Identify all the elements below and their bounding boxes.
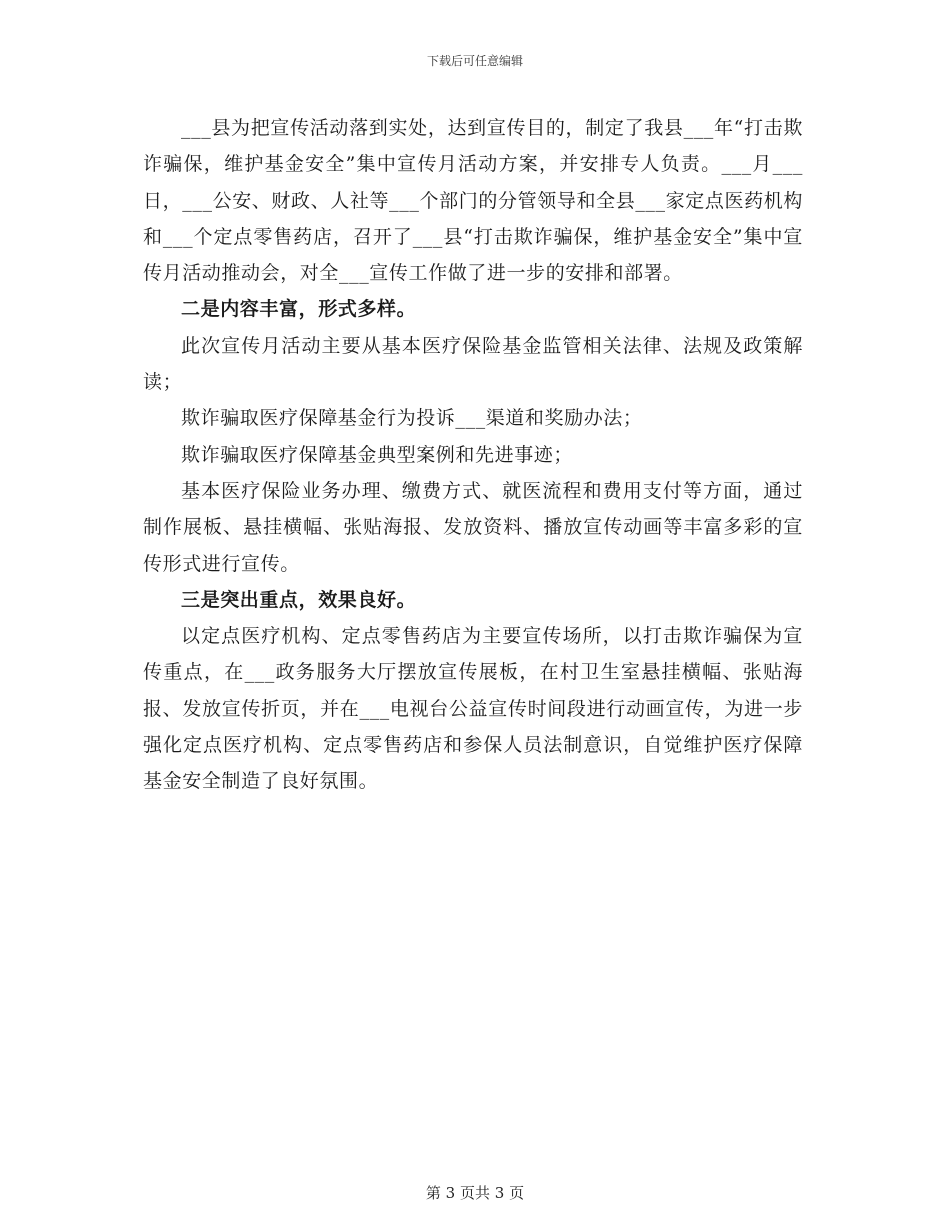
paragraph-venues: 以定点医疗机构、定点零售药店为主要宣传场所，以打击欺诈骗保为宣传重点，在___政务服务大厅摆放宣传展板，在村卫生室悬挂横幅、张贴海报、发放宣传折页，并在___电视台公益宣传时间段进行动画宣传，为进一步强化定点医疗机构、定点零售药店和参保人员法制意识，自觉维护医疗保障基金安全制造了良好氛围。 <box>143 625 803 793</box>
page-header: 下载后可任意编辑 <box>426 54 523 68</box>
section-heading-content: 二是内容丰富，形式多样。 <box>181 298 417 321</box>
paragraph-policy: 此次宣传月活动主要从基本医疗保险基金监管相关法律、法规及政策解读； <box>143 334 803 394</box>
paragraph-cases: 欺诈骗取医疗保障基金典型案例和先进事迹； <box>181 443 574 466</box>
section-heading-focus: 三是突出重点，效果良好。 <box>181 588 417 611</box>
page-number: 第 3 页共 3 页 <box>425 1184 525 1202</box>
document-body <box>143 110 803 800</box>
paragraph-complaints: 欺诈骗取医疗保障基金行为投诉___渠道和奖励办法； <box>181 407 643 430</box>
paragraph-plan: ___县为把宣传活动落到实处，达到宣传目的，制定了我县___年“打击欺诈骗保，维护基金安全”集中宣传月活动方案，并安排专人负责。___月___日，___公安、财政、人社等___个部门的分管领导和全县___家定点医药机构和___个定点零售药店，召开了___县“打击欺诈骗保，维护基金安全”集中宣传月活动推动会，对全___宣传工作做了进一步的安排和部署。 <box>143 117 803 285</box>
paragraph-forms: 基本医疗保险业务办理、缴费方式、就医流程和费用支付等方面，通过制作展板、悬挂横幅、张贴海报、发放资料、播放宣传动画等丰富多彩的宣传形式进行宣传。 <box>143 479 803 575</box>
